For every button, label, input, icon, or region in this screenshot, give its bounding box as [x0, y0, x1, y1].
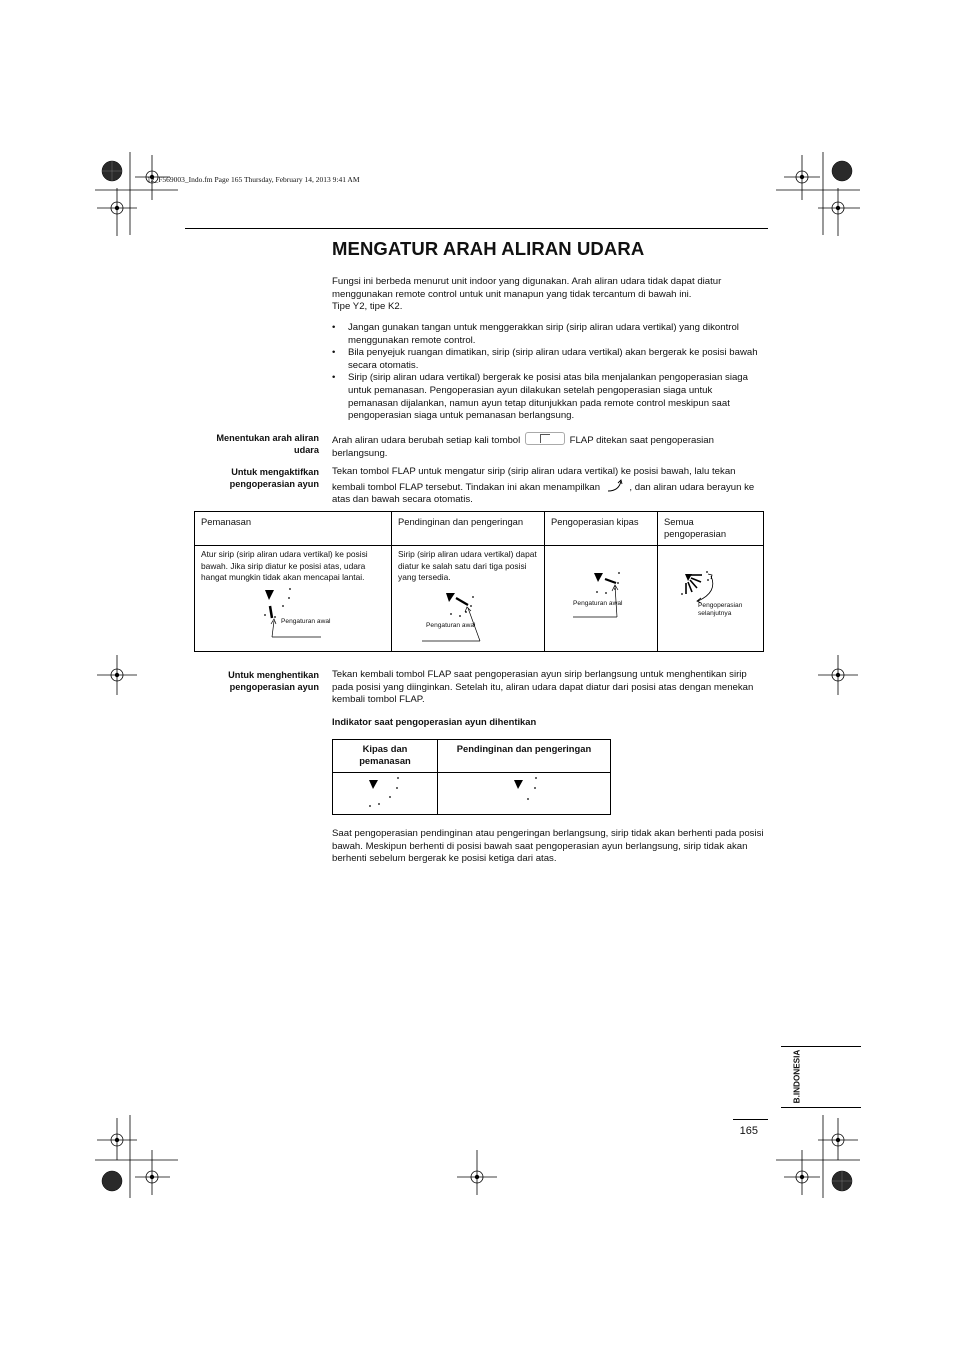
intro-paragraph — [332, 276, 764, 314]
cooling-description: Sirip (sirip aliran udara vertikal) dapat diatur ke salah satu dari tiga posisi yang tersedia. — [398, 549, 537, 583]
initial-setting-label: Pengaturan awal — [426, 622, 476, 629]
indicator-table — [332, 739, 611, 815]
section-text-direction — [332, 432, 764, 460]
swing-icon — [605, 479, 625, 493]
table-header: Pengoperasian kipas — [545, 512, 658, 546]
text-after-button: FLAP ditekan saat pengoperasian berlangsung. — [332, 435, 714, 459]
table-cell-all — [658, 546, 764, 652]
intro-line-2: menggunakan remote control untuk unit manapun yang tidak tercantum di bawah ini. — [332, 288, 692, 300]
intro-line-1: Fungsi ini berbeda menurut unit indoor yang digunakan. Arah aliran udara tidak dapat diatur — [332, 276, 722, 287]
section-label-swing-off — [180, 669, 319, 694]
text-before-icon: Tekan tombol FLAP untuk mengatur sirip (sirip aliran udara vertikal) ke posisi bawah, lalu tekan kembali tombol FLAP tersebut. Tindakan ini akan menampilkan — [332, 466, 736, 493]
list-item: • Jangan gunakan tangan untuk menggerakkan sirip (sirip aliran udara vertikal) yang dikontrol menggunakan remote control. — [332, 322, 764, 347]
label-line: Untuk mengaktifkan — [231, 467, 319, 477]
language-label: B.INDONESIA — [792, 1049, 802, 1104]
flap-swing-diagram — [680, 570, 760, 630]
label-line: udara — [293, 445, 319, 456]
table-cell-heating — [195, 546, 392, 652]
flap-stop-diagram — [506, 775, 556, 813]
section-label-direction — [180, 432, 319, 457]
table-cell-fan — [545, 546, 658, 652]
flap-stop-diagram — [363, 775, 413, 813]
section-label-swing-on — [180, 466, 319, 491]
flap-fan-diagram — [569, 570, 644, 620]
top-rule — [185, 228, 768, 229]
label-line: pengoperasian ayun — [229, 479, 319, 490]
page-title: MENGATUR ARAH ALIRAN UDARA — [332, 238, 645, 259]
label-line: pengoperasian ayun — [229, 682, 319, 693]
flap-down-diagram — [257, 586, 327, 641]
text-before-button: Arah aliran udara berubah setiap kali tombol — [332, 435, 521, 446]
initial-setting-label: Pengaturan awal — [573, 600, 623, 607]
indicator-heading: Indikator saat pengoperasian ayun dihentikan — [332, 716, 537, 727]
section-text-swing-off: Tekan kembali tombol FLAP saat pengoperasian ayun sirip berlangsung untuk menghentikan sirip pada posisi yang diinginkan. Setelah itu, aliran udara dapat diatur dari posisi atas dengan menekan kembali tombol FLAP. — [332, 669, 754, 706]
text-after-icon: , dan aliran udara berayun ke atas dan bawah secara otomatis. — [332, 481, 755, 506]
closing-note: Saat pengoperasian pendinginan atau pengeringan berlangsung, sirip tidak akan berhenti pada posisi bawah. Meskipun berhenti di posisi bawah saat pengoperasian ayun berlangsung, sirip tidak akan berhenti sebelum bergerak ke posisi ketiga dari atas. — [332, 828, 764, 865]
table-cell-fan-heating — [333, 773, 438, 815]
label-line: Untuk menghentikan — [228, 670, 319, 680]
table-header: Pemanasan — [195, 512, 392, 546]
tab-rule — [781, 1107, 861, 1108]
table-header: Semua pengoperasian — [658, 512, 764, 546]
section-text-swing-on — [332, 466, 764, 507]
flap-mode-table — [194, 511, 764, 652]
language-tab — [781, 1046, 861, 1108]
table-header: Pendinginan dan pengeringan — [392, 512, 545, 546]
table-header: Kipas dan pemanasan — [333, 740, 438, 773]
label-line: Menentukan arah aliran — [216, 433, 319, 443]
list-item: • Bila penyejuk ruangan dimatikan, sirip (sirip aliran udara vertikal) akan bergerak ke posisi bawah secara otomatis. — [332, 347, 764, 372]
print-file-info: 12_F569003_Indo.fm Page 165 Thursday, February 14, 2013 9:41 AM — [147, 175, 360, 184]
heating-description: Atur sirip (sirip aliran udara vertikal) ke posisi bawah. Jika sirip diatur ke posisi atas, udara hangat mungkin tidak akan mencapai lantai. — [201, 549, 368, 583]
initial-setting-label: Pengaturan awal — [281, 618, 331, 625]
page-number: 165 — [739, 1125, 758, 1137]
list-item: • Sirip (sirip aliran udara vertikal) bergerak ke posisi atas bila menjalankan pengoperasian siaga untuk pemanasan. Pengoperasian ayun dilakukan setelah pengoperasian siaga untuk pemanasan dijalankan, namun ayun tetap ditunjukkan pada remote control meskipun saat pengoperasian siaga untuk pemanasan berlangsung. — [332, 372, 764, 422]
flap-cooling-diagram — [420, 586, 510, 644]
caution-list — [332, 322, 764, 423]
table-cell-cooling — [392, 546, 545, 652]
page-number-rule — [733, 1119, 768, 1120]
flap-button-icon — [525, 432, 565, 445]
table-header: Pendinginan dan pengeringan — [438, 740, 611, 773]
table-cell-cooling-drying — [438, 773, 611, 815]
intro-line-3: Tipe Y2, tipe K2. — [332, 301, 403, 313]
next-operation-label: Pengoperasian selanjutnya — [698, 602, 743, 617]
